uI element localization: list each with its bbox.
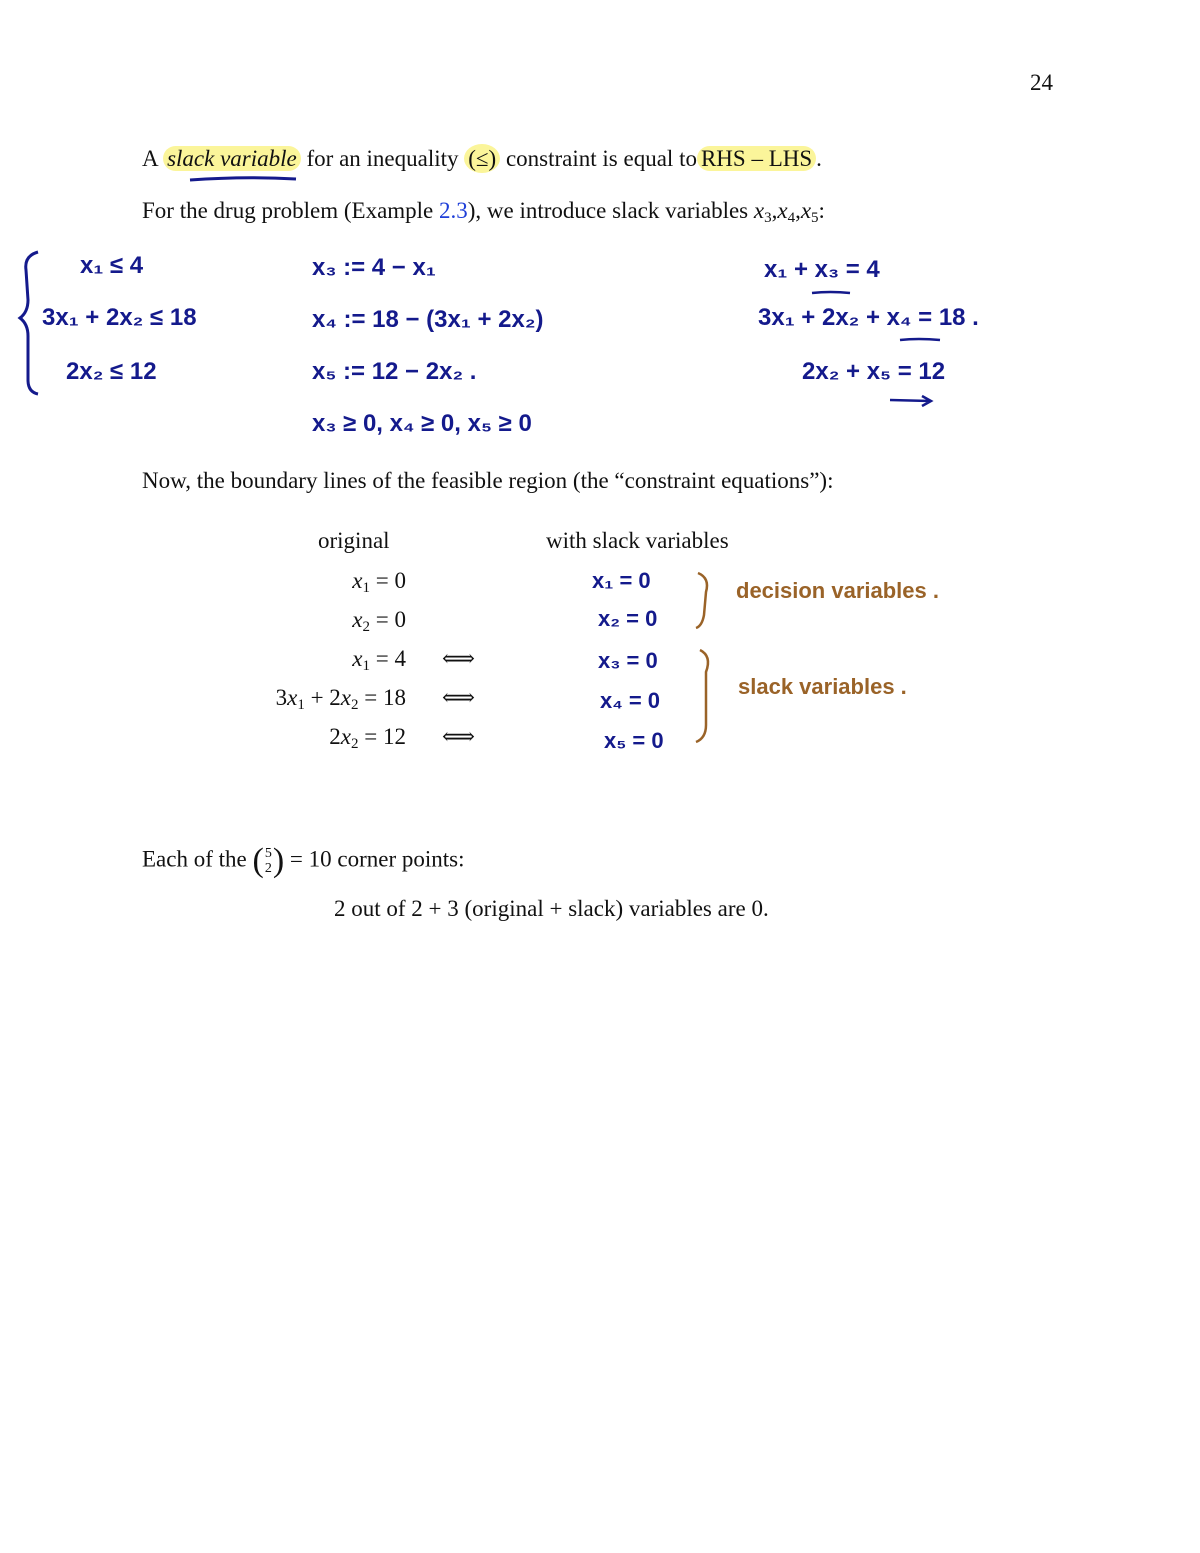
hw-3x1-2x2-leq-18: 3x₁ + 2x₂ ≤ 18 [42,304,197,331]
left-brace [20,252,38,394]
comma-1: , [771,198,778,223]
boundary-intro: Now, the boundary lines of the feasible region (the “constraint equations”): [142,468,834,493]
underline-x4 [900,339,940,340]
hw-label-slack: slack variables . [738,674,907,699]
eq-x1-4: $x_1 = 4$ [352,646,406,674]
text-drug-problem: For the drug problem (Example [142,198,434,223]
header-original: original [318,528,390,553]
corner-points-line [142,844,464,878]
hw-x1-eq-0: x₁ = 0 [592,568,651,593]
var-x5: $x_5$ [800,198,819,226]
hw-x1-leq-4: x₁ ≤ 4 [80,252,144,279]
highlight-leq-symbol: (≤) [464,144,500,173]
text-constraint-equal: constraint is equal to [505,146,697,171]
eq-x1-0: $x_1 = 0$ [352,568,406,596]
text-a: A [142,146,158,171]
colon: : [818,198,825,223]
hw-x4-eq-0: x₄ = 0 [600,688,661,713]
brace-slack [696,650,708,742]
arrow-x5 [890,396,931,406]
text-corner-points: = 10 corner points: [289,846,465,872]
text-for-inequality: for an inequality [306,146,459,171]
eq-3x1-2x2-18: $3x_1 + 2x_2 = 18$ [275,685,406,713]
corner-explanation: 2 out of 2 + 3 (original + slack) variables are 0. [334,896,769,921]
iff-arrow-3: ⟺ [442,724,475,749]
hw-x3-def: x₃ := 4 − x₁ [312,254,436,281]
iff-arrow-2: ⟺ [442,685,475,710]
hw-label-decision: decision variables . [736,578,939,603]
hw-nonneg: x₃ ≥ 0, x₄ ≥ 0, x₅ ≥ 0 [312,410,532,437]
brace-decision [696,573,707,628]
hw-x5-eq-0: x₅ = 0 [604,728,664,753]
hw-x3-eq-0: x₃ = 0 [598,648,658,673]
hw-2x2-leq-12: 2x₂ ≤ 12 [66,358,157,385]
eq-2x2-12: $2x_2 = 12$ [329,724,406,752]
text-each-of-the: Each of the [142,846,247,872]
hw-eq1: x₁ + x₃ = 4 [764,256,880,283]
underline-slack-variable [190,178,296,180]
highlight-slack-variable: slack variable [163,146,301,171]
text-period: . [816,146,822,171]
text-introduce: ), we introduce slack variables [467,198,749,223]
comma-2: , [795,198,801,223]
hw-eq3: 2x₂ + x₅ = 12 [802,358,946,385]
underline-x3 [812,292,850,293]
var-x3: $x_3$ [753,198,772,226]
hw-x5-def: x₅ := 12 − 2x₂ . [312,358,477,385]
eq-x2-0: $x_2 = 0$ [352,607,406,635]
hw-x4-def: x₄ := 18 − (3x₁ + 2x₂) [312,306,544,333]
header-with-slack: with slack variables [546,528,729,553]
example-link[interactable]: 2.3 [439,198,468,223]
iff-arrow-1: ⟺ [442,646,475,671]
highlight-rhs-lhs: RHS – LHS [697,146,816,171]
hw-x2-eq-0: x₂ = 0 [598,606,658,631]
hw-eq2: 3x₁ + 2x₂ + x₄ = 18 . [758,304,979,331]
binomial-5-choose-2: ( 5 2 ) [252,842,285,879]
var-x4: $x_4$ [777,198,796,226]
page-number: 24 [1030,70,1053,95]
